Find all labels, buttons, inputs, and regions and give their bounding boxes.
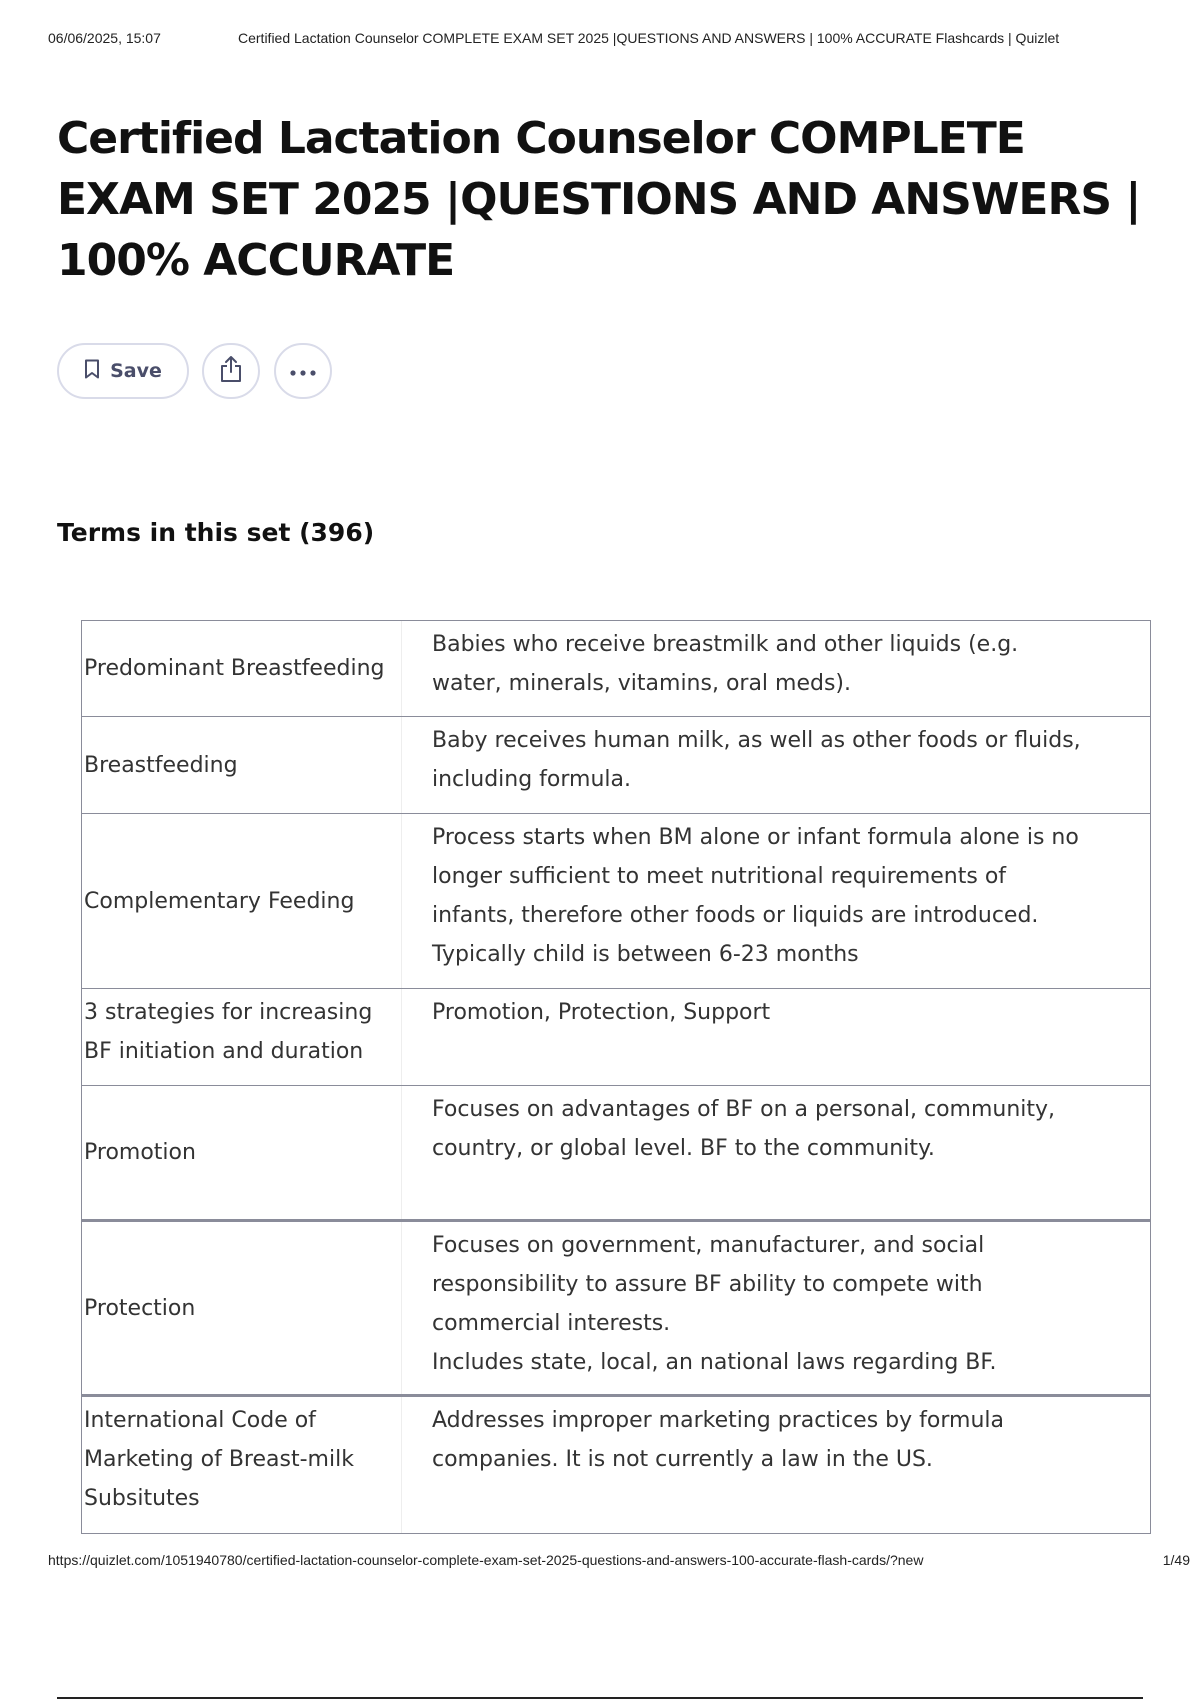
save-button[interactable] (57, 343, 189, 399)
bookmark-icon (84, 359, 100, 384)
term-row (82, 717, 1150, 814)
definition-cell: Babies who receive breastmilk and other liquids (e.g. water, minerals, vitamins, oral meds). (432, 632, 1019, 696)
term-row (82, 621, 1150, 717)
share-button[interactable] (202, 343, 260, 399)
print-url: https://quizlet.com/1051940780/certified-lactation-counselor-complete-exam-set-2025-questions-and-answers-100-accurate-flash-cards/?new (48, 1552, 924, 1568)
terms-table (81, 620, 1151, 1534)
page-title: Certified Lactation Counselor COMPLETE EXAM SET 2025 |QUESTIONS AND ANSWERS | 100% ACCURATE (57, 113, 1141, 286)
term-cell: International Code of Marketing of Breast-milk Subsitutes (82, 1397, 402, 1533)
divider (57, 1697, 1143, 1699)
more-horizontal-icon (289, 362, 317, 381)
term-cell: Predominant Breastfeeding (82, 621, 402, 716)
definition-cell: Baby receives human milk, as well as other foods or fluids, including formula. (432, 728, 1081, 792)
term-row (82, 814, 1150, 989)
definition-cell: Promotion, Protection, Support (432, 1000, 771, 1025)
print-doc-title: Certified Lactation Counselor COMPLETE EXAM SET 2025 |QUESTIONS AND ANSWERS | 100% ACCURATE Flashcards | Quizlet (238, 30, 1060, 46)
term-cell: Breastfeeding (82, 717, 402, 813)
share-icon (219, 355, 243, 387)
term-row (82, 989, 1150, 1086)
definition-cell: Process starts when BM alone or infant formula alone is no longer sufficient to meet nutritional requirements of infants, therefore other foods or liquids are introduced. Typically child is between 6-23 months (432, 825, 1079, 967)
term-row (82, 1222, 1150, 1397)
term-row (82, 1397, 1150, 1533)
page-number: 1/49 (1162, 1552, 1190, 1568)
print-date: 06/06/2025, 15:07 (48, 30, 161, 46)
term-cell: Complementary Feeding (82, 814, 402, 988)
definition-cell: Focuses on government, manufacturer, and social responsibility to assure BF ability to compete with commercial interests. Includes state, local, an national laws regarding BF. (432, 1233, 997, 1375)
definition-cell: Addresses improper marketing practices by formula companies. It is not currently a law in the US. (432, 1408, 1004, 1472)
term-cell: 3 strategies for increasing BF initiation and duration (82, 989, 402, 1085)
definition-cell: Focuses on advantages of BF on a personal, community, country, or global level. BF to the community. (432, 1097, 1056, 1161)
term-row (82, 1086, 1150, 1222)
term-cell: Promotion (82, 1086, 402, 1219)
terms-heading: Terms in this set (396) (57, 518, 375, 547)
term-cell: Protection (82, 1222, 402, 1394)
save-button-label: Save (110, 360, 162, 382)
more-button[interactable] (274, 343, 332, 399)
